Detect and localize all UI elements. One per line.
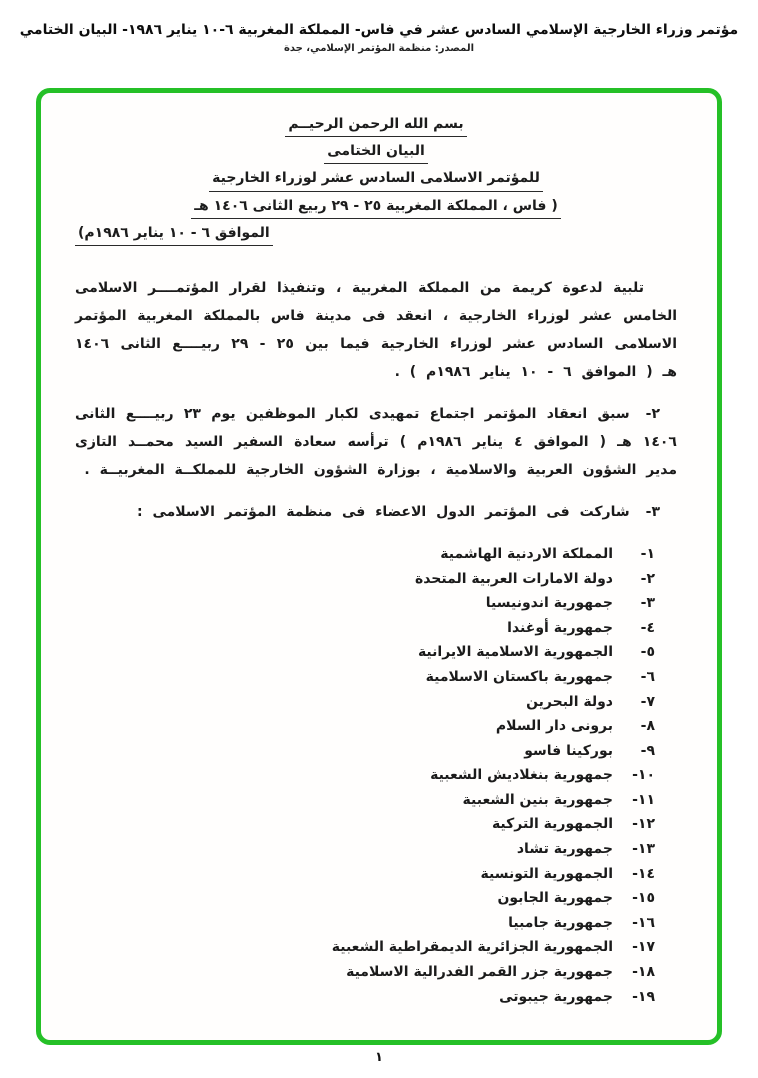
title-date-gregorian [75,222,677,246]
member-state-name: الجمهورية الجزائرية الديمقراطية الشعبية [331,939,613,956]
member-state-row [75,812,655,837]
member-state-number: ٥- [640,644,655,661]
member-state-name: جمهورية بنغلاديش الشعبية [430,767,613,784]
member-state-number: ١٧- [632,939,655,956]
paragraph-3 [75,498,677,526]
member-state-name: الجمهورية الاسلامية الايرانية [417,644,613,661]
member-state-row [75,739,655,764]
page-number: ١ [375,1050,383,1065]
member-state-row [75,714,655,739]
member-state-name: دولة البحرين [526,693,613,710]
member-state-row [75,985,655,1010]
member-state-number: ١٤- [632,865,655,882]
document-header [0,0,758,54]
title-conference-name [75,167,677,191]
paragraph-number: ٣- [645,503,660,520]
title-line-text: ( فاس ، المملكة المغربية ٢٥ - ٢٩ ربيع الثانى ١٤٠٦ هـ [191,197,561,219]
title-line-text: البيان الختامى [324,142,428,164]
member-state-name: جمهورية تشاد [516,841,613,858]
title-final-statement [75,140,677,164]
paragraph-2 [75,400,677,484]
member-state-number: ١- [640,545,655,562]
member-state-name: جمهورية جيبوتى [499,988,613,1005]
member-state-name: الجمهورية التونسية [480,865,613,882]
member-state-name: برونى دار السلام [495,718,613,735]
title-line-text: للمؤتمر الاسلامى السادس عشر لوزراء الخارجية [209,169,543,191]
member-state-number: ١٦- [632,914,655,931]
member-state-row [75,542,655,567]
member-state-name: جمهورية أوغندا [507,619,613,636]
paragraph-number: ٢- [645,405,660,422]
member-state-number: ٧- [640,693,655,710]
member-state-number: ١٠- [632,767,655,784]
member-state-row [75,837,655,862]
member-state-number: ٩- [640,742,655,759]
paragraph-1 [75,274,677,386]
member-state-row [75,788,655,813]
member-state-row [75,911,655,936]
member-state-name: الجمهورية التركية [491,816,613,833]
member-state-row [75,862,655,887]
member-state-number: ١١- [632,791,655,808]
member-state-name: جمهورية اندونيسيا [485,595,613,612]
member-state-number: ٦- [640,668,655,685]
member-state-name: جمهورية جامبيا [508,914,613,931]
member-state-row [75,591,655,616]
paragraph-text: تلبية لدعوة كريمة من المملكة المغربية ، وتنفيذا لقرار المؤتمــــر الاسلامى الخامس عشر لوزراء الخارجية ، انعقد فى مدينة فاس بالمملكة المغربية المؤتمر الاسلامى السادس عشر لوزراء الخارجية فيما بين ٢٥ - ٢٩ ربيــــع الثانى ١٤٠٦ هـ ( الموافق ٦ - ١٠ يناير ١٩٨٦م ) . [75,279,677,380]
member-state-number: ٣- [640,595,655,612]
member-states-list [75,542,677,1009]
title-line-text: بسم الله الرحمن الرحيــم [285,115,466,137]
member-state-number: ١٩- [632,988,655,1005]
document-titles [75,113,677,246]
title-place-date-hijri [75,195,677,219]
member-state-name: دولة الامارات العربية المتحدة [414,570,613,587]
member-state-number: ١٣- [632,841,655,858]
member-state-row [75,886,655,911]
member-state-name: جمهورية بنين الشعبية [462,791,613,808]
document-body [75,274,677,1009]
member-state-number: ١٥- [632,890,655,907]
paragraph-text: سبق انعقاد المؤتمر اجتماع تمهيدى لكبار الموظفين يوم ٢٣ ربيــــع الثانى ١٤٠٦ هـ ( الموافق ٤ يناير ١٩٨٦م ) ترأسه سعادة السفير السيد محمــد التازى مدير الشؤون العربية والاسلامية ، بوزارة الشؤون الخارجية للمملكــة المغربيــة . [75,405,677,478]
member-state-number: ٢- [640,570,655,587]
member-state-number: ٨- [640,718,655,735]
member-state-name: جمهورية جزر القمر الفدرالية الاسلامية [346,964,613,981]
member-state-row [75,935,655,960]
member-state-row [75,616,655,641]
member-state-number: ١٨- [632,964,655,981]
member-state-row [75,690,655,715]
title-line-text: الموافق ٦ - ١٠ يناير ١٩٨٦م) [75,224,273,246]
member-state-row [75,960,655,985]
member-state-name: جمهورية الجابون [497,890,613,907]
member-state-name: جمهورية باكستان الاسلامية [425,668,613,685]
member-state-number: ١٢- [632,816,655,833]
source-line: المصدر: منظمة المؤتمر الإسلامي، جدة [283,43,475,54]
title-basmala [75,113,677,137]
member-state-row [75,665,655,690]
member-state-row [75,763,655,788]
member-state-name: المملكة الاردنية الهاشمية [440,545,613,562]
member-state-number: ٤- [640,619,655,636]
member-state-row [75,640,655,665]
member-state-name: بوركينا فاسو [524,742,613,759]
header-title: مؤتمر وزراء الخارجية الإسلامي السادس عشر في فاس- المملكة المغربية ٦-١٠ يناير ١٩٨٦- البيان الختامي [19,22,739,38]
member-state-row [75,567,655,592]
paragraph-text: شاركت فى المؤتمر الدول الاعضاء فى منظمة المؤتمر الاسلامى : [136,503,630,520]
scanned-document-frame [36,88,722,1045]
